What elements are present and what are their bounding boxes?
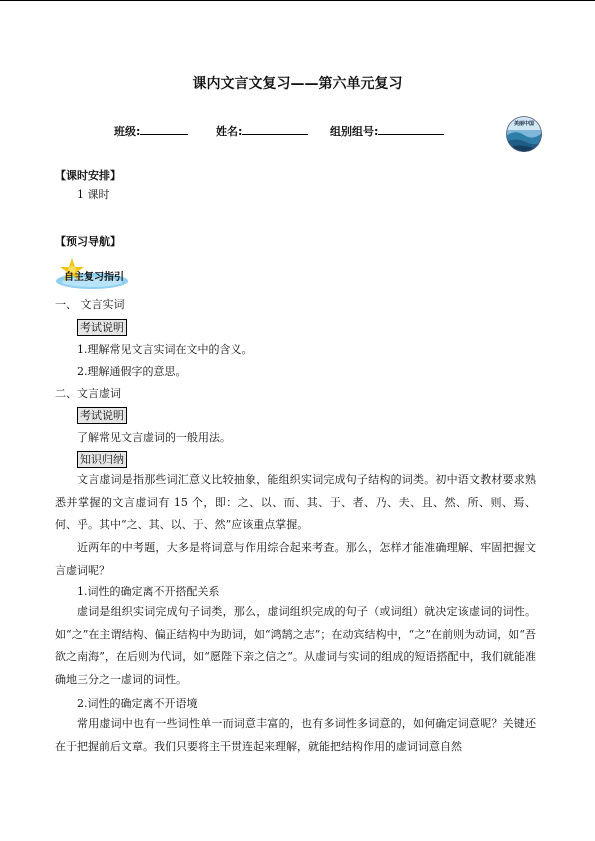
- class-label: 班级:: [114, 125, 141, 138]
- top-rule: [0, 0, 595, 1]
- class-blank[interactable]: [140, 123, 188, 135]
- name-field[interactable]: [216, 123, 308, 139]
- part1-exam-box: 考试说明: [77, 319, 127, 336]
- name-label: 姓名:: [216, 125, 243, 138]
- group-field[interactable]: [330, 123, 444, 139]
- class-field[interactable]: [114, 123, 188, 139]
- logo-text: 美丽中国: [513, 121, 534, 127]
- preview-heading: 【预习导航】: [55, 235, 121, 248]
- part1-title: 一、 文言实词: [55, 298, 125, 311]
- subheading-1: 1.词性的确定离不开搭配关系: [77, 585, 220, 598]
- paragraph-2: 近两年的中考题，大多是将词意与作用综合起来考查。那么，怎样才能准确理解、牢固把握文言虚词呢？: [55, 541, 536, 577]
- part2-desc: 了解常见文言虚词的一般用法。: [77, 431, 231, 444]
- self-review-badge: [52, 256, 130, 294]
- part2-knowledge-box: 知识归纳: [77, 451, 127, 468]
- name-blank[interactable]: [242, 123, 308, 135]
- badge-text: 自主复习指引: [64, 272, 124, 283]
- part2-title: 二、文言虚词: [55, 387, 121, 400]
- subheading-2: 2.词性的确定离不开语境: [77, 697, 198, 710]
- schedule-content: 1 课时: [77, 188, 110, 201]
- paragraph-4: 常用虚词中也有一些词性单一而词意丰富的，也有多词性多词意的，如何确定词意呢？关键还在于把握前后文章。我们只要将主干贯连起来理解，就能把结构作用的虚词词意自然: [55, 717, 536, 753]
- part1-item-2: 2.理解通假字的意思。: [77, 365, 187, 378]
- page-title: 课内文言文复习——第六单元复习: [192, 76, 403, 92]
- group-blank[interactable]: [378, 123, 444, 135]
- circular-landscape-logo: [506, 116, 542, 152]
- group-label: 组别组号:: [330, 125, 379, 138]
- part2-exam-box: 考试说明: [77, 407, 127, 424]
- schedule-heading: 【课时安排】: [55, 169, 121, 182]
- paragraph-1: 文言虚词是指那些词汇意义比较抽象，能组织实词完成句子结构的词类。初中语文教材要求熟悉并掌握的文言虚词有 15 个，即：之、以、而、其、于、者、乃、夫、且、然、所、则、焉、何、乎。其中“之、其、以、于、然”应该重点掌握。: [55, 473, 536, 532]
- paragraph-3: 虚词是组织实词完成句子词类，那么，虚词组织完成的句子（或词组）就决定该虚词的词性。如“之”在主谓结构、偏正结构中为助词，如“鸿鹄之志”；在动宾结构中，“之”在前则为动词，如“吾欲之南海”，在后则为代词，如“愿陛下亲之信之”。从虚词与实词的组成的短语搭配中，我们就能准确地三分之一虚词的词性。: [55, 605, 536, 687]
- part1-item-1: 1.理解常见文言实词在文中的含义。: [77, 343, 253, 356]
